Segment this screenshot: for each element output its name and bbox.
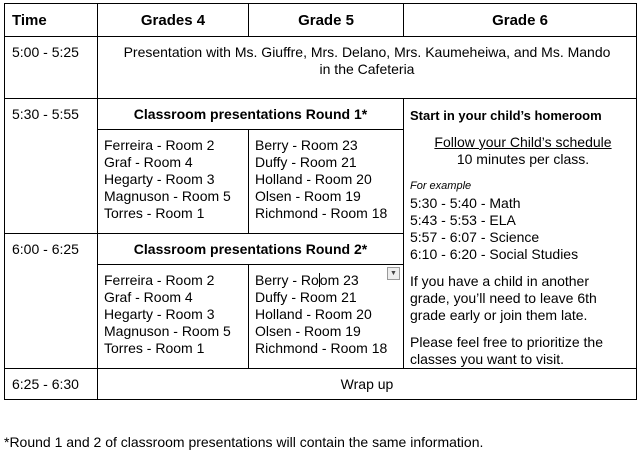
- opening-presentation-cell: [98, 37, 637, 99]
- opening-line2: in the Cafeteria: [319, 61, 415, 77]
- dropdown-icon[interactable]: ▼: [387, 267, 400, 280]
- room-item: Graf - Room 4: [104, 154, 193, 170]
- note-text: grade, you’ll need to leave 6th: [410, 290, 597, 306]
- room-item: Richmond - Room 18: [255, 205, 388, 221]
- room-item: Torres - Room 1: [104, 205, 205, 221]
- round1-heading: Classroom presentations Round 1*: [98, 99, 404, 130]
- room-item: Magnuson - Room 5: [104, 323, 231, 339]
- header-row: [5, 4, 637, 37]
- row-opening: [5, 37, 637, 99]
- time-cell: 5:00 - 5:25: [5, 37, 98, 99]
- row-wrapup: [5, 369, 637, 400]
- example-item: 5:57 - 6:07 - Science: [410, 229, 540, 245]
- room-item: Hegarty - Room 3: [104, 306, 215, 322]
- berry-part-a: Berry - Ro: [255, 272, 319, 288]
- room-item: Duffy - Room 21: [255, 289, 357, 305]
- room-item: Magnuson - Room 5: [104, 188, 231, 204]
- grade4-rooms-round1: [98, 130, 249, 234]
- time-cell: 5:30 - 5:55: [5, 99, 98, 234]
- example-item: 5:43 - 5:53 - ELA: [410, 212, 516, 228]
- note-text: Please feel free to prioritize the: [410, 334, 603, 350]
- berry-part-b: om 23: [319, 272, 359, 288]
- note-text: grade early or join them late.: [410, 307, 588, 323]
- room-item: Olsen - Room 19: [255, 188, 361, 204]
- example-item: 6:10 - 6:20 - Social Studies: [410, 246, 579, 262]
- header-time: Time: [5, 4, 98, 37]
- header-grade5: Grade 5: [249, 4, 404, 37]
- grade6-info-cell: [404, 99, 637, 369]
- room-item: Ferreira - Room 2: [104, 137, 215, 153]
- wrapup-cell: Wrap up: [98, 369, 637, 400]
- grade4-rooms-round2: [98, 265, 249, 369]
- example-item: 5:30 - 5:40 - Math: [410, 195, 521, 211]
- time-cell: 6:00 - 6:25: [5, 234, 98, 369]
- minutes-text: 10 minutes per class.: [456, 151, 590, 167]
- footnote: *Round 1 and 2 of classroom presentations will contain the same information.: [4, 434, 484, 450]
- note-text: If you have a child in another: [410, 273, 590, 289]
- room-item: Hegarty - Room 3: [104, 171, 215, 187]
- room-item: Duffy - Room 21: [255, 154, 357, 170]
- room-item: Holland - Room 20: [255, 306, 372, 322]
- room-item[interactable]: [255, 272, 403, 289]
- grade6-title: Start in your child’s homeroom: [410, 108, 602, 123]
- room-item: Graf - Room 4: [104, 289, 193, 305]
- room-item: Torres - Room 1: [104, 340, 205, 356]
- round2-heading: Classroom presentations Round 2*: [98, 234, 404, 265]
- schedule-table: [4, 3, 637, 400]
- header-grade4: Grades 4: [98, 4, 249, 37]
- header-grade6: Grade 6: [404, 4, 637, 37]
- follow-schedule-text: Follow your Child’s schedule: [434, 134, 612, 150]
- grade5-rooms-round2[interactable]: [249, 265, 404, 369]
- room-item: Berry - Room 23: [255, 137, 358, 153]
- room-item: Olsen - Room 19: [255, 323, 361, 339]
- opening-line1: Presentation with Ms. Giuffre, Mrs. Delano, Mrs. Kaumeheiwa, and Ms. Mando: [123, 44, 611, 60]
- note-text: classes you want to visit.: [410, 351, 565, 367]
- room-item: Richmond - Room 18: [255, 340, 388, 356]
- room-item: Ferreira - Room 2: [104, 272, 215, 288]
- example-label: For example: [410, 180, 472, 192]
- time-cell: 6:25 - 6:30: [5, 369, 98, 400]
- room-item: Holland - Room 20: [255, 171, 372, 187]
- row-round1-heading: [5, 99, 637, 130]
- grade5-rooms-round1: [249, 130, 404, 234]
